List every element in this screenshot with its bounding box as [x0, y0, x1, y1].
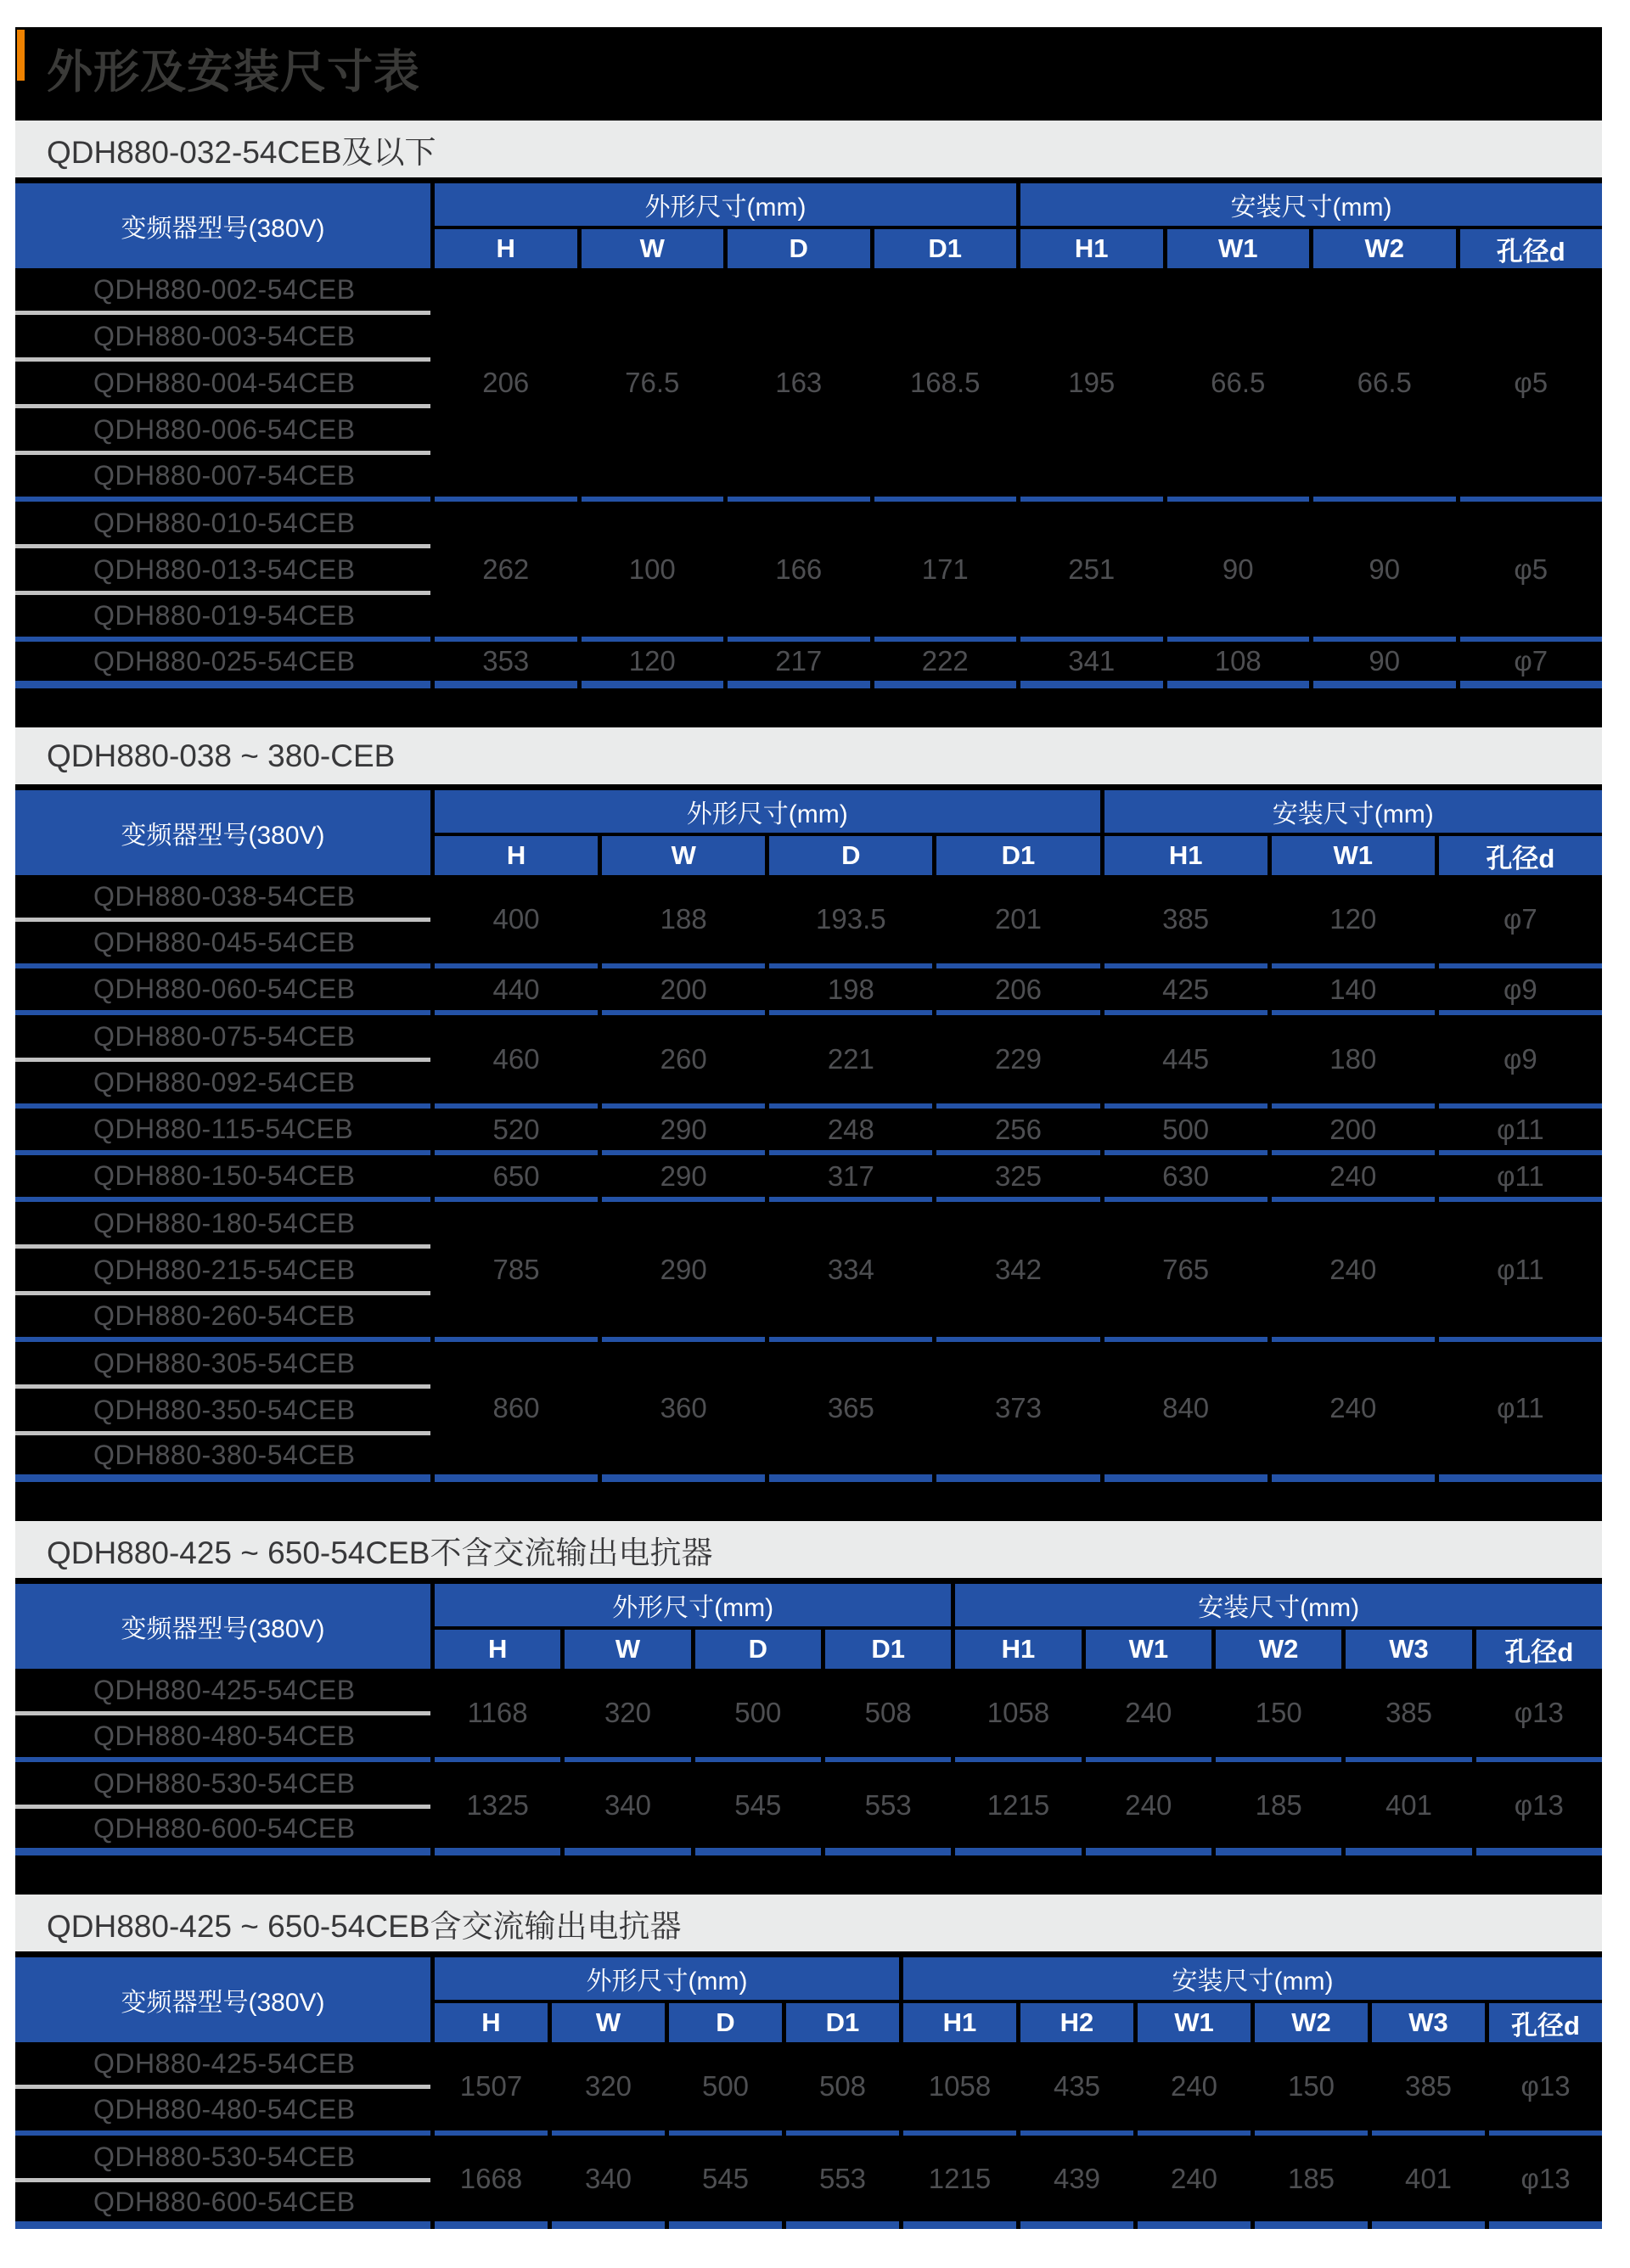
value-cell: 198 — [769, 968, 932, 1015]
model-cell: QDH880-060-54CEB — [15, 968, 430, 1015]
model-cell: QDH880-013-54CEB — [15, 548, 430, 595]
value-cell: 240 — [1086, 1669, 1211, 1762]
model-cell: QDH880-010-54CEB — [15, 502, 430, 548]
value-cell: 163 — [728, 268, 870, 502]
value-cell: φ5 — [1460, 268, 1603, 502]
value-cell: 262 — [435, 502, 577, 642]
value-cell: 341 — [1020, 642, 1163, 688]
value-cell: 1168 — [435, 1669, 560, 1762]
value-cell: 1325 — [435, 1762, 560, 1855]
column-header: W — [582, 229, 724, 268]
model-cell: QDH880-150-54CEB — [15, 1155, 430, 1202]
value-cell: 251 — [1020, 502, 1163, 642]
value-cell: 445 — [1104, 1015, 1267, 1109]
value-cell: 334 — [769, 1202, 932, 1342]
model-cell: QDH880-019-54CEB — [15, 595, 430, 642]
column-header: W2 — [1216, 1630, 1341, 1669]
column-header: W1 — [1138, 2003, 1251, 2042]
value-cell: 1668 — [435, 2136, 548, 2229]
section-title-bar — [15, 1895, 1602, 1951]
value-cell: 188 — [602, 875, 765, 968]
section-title: QDH880-425 ~ 650-54CEB含交流输出电抗器 — [47, 1908, 682, 1944]
value-cell: φ5 — [1460, 502, 1603, 642]
column-header: D1 — [825, 1630, 951, 1669]
value-cell: 340 — [565, 1762, 690, 1855]
value-cell: 785 — [435, 1202, 598, 1342]
table-header — [15, 1584, 1602, 1669]
value-cell: 508 — [825, 1669, 951, 1762]
table-section-1 — [15, 121, 1602, 688]
value-cell: 90 — [1313, 502, 1456, 642]
value-cell: 90 — [1313, 642, 1456, 688]
value-cell: 248 — [769, 1109, 932, 1155]
outline-dimensions-header: 外形尺寸(mm) — [435, 1957, 899, 2000]
model-cell: QDH880-003-54CEB — [15, 315, 430, 362]
mounting-dimensions-header: 安装尺寸(mm) — [1020, 183, 1602, 226]
model-cell: QDH880-425-54CEB — [15, 1669, 430, 1715]
value-cell: 520 — [435, 1109, 598, 1155]
model-cell: QDH880-215-54CEB — [15, 1249, 430, 1295]
value-cell: φ9 — [1439, 1015, 1602, 1109]
value-cell: 90 — [1167, 502, 1310, 642]
value-cell: 256 — [936, 1109, 1099, 1155]
mounting-dimensions-header: 安装尺寸(mm) — [955, 1584, 1602, 1626]
value-cell: 317 — [769, 1155, 932, 1202]
value-cell: 150 — [1216, 1669, 1341, 1762]
value-cell: 100 — [582, 502, 724, 642]
value-cell: 553 — [786, 2136, 899, 2229]
model-cell: QDH880-530-54CEB — [15, 1762, 430, 1809]
column-header: W — [565, 1630, 690, 1669]
value-cell: 545 — [669, 2136, 782, 2229]
value-cell: 290 — [602, 1155, 765, 1202]
value-cell: 1058 — [903, 2042, 1016, 2136]
value-cell: 320 — [565, 1669, 690, 1762]
value-cell: 373 — [936, 1342, 1099, 1482]
column-header: H1 — [1104, 836, 1267, 875]
model-cell: QDH880-260-54CEB — [15, 1295, 430, 1342]
value-cell: 240 — [1272, 1342, 1435, 1482]
model-cell: QDH880-480-54CEB — [15, 2089, 430, 2136]
value-cell: 290 — [602, 1109, 765, 1155]
value-cell: 440 — [435, 968, 598, 1015]
page-title-banner — [15, 27, 1602, 121]
value-cell: 66.5 — [1313, 268, 1456, 502]
column-header: W1 — [1086, 1630, 1211, 1669]
value-cell: 206 — [936, 968, 1099, 1015]
value-cell: 765 — [1104, 1202, 1267, 1342]
section-title-bar — [15, 121, 1602, 177]
value-cell: 200 — [602, 968, 765, 1015]
value-cell: 171 — [874, 502, 1017, 642]
value-cell: 240 — [1138, 2136, 1251, 2229]
column-header: W3 — [1346, 1630, 1471, 1669]
model-group — [15, 875, 1602, 968]
value-cell: 860 — [435, 1342, 598, 1482]
section-title-bar — [15, 1521, 1602, 1578]
column-header: H1 — [955, 1630, 1081, 1669]
model-cell: QDH880-480-54CEB — [15, 1715, 430, 1762]
column-header: 孔径d — [1460, 229, 1603, 268]
table-header — [15, 1957, 1602, 2042]
value-cell: φ13 — [1489, 2136, 1602, 2229]
page-title: 外形及安装尺寸表 — [47, 46, 420, 98]
value-cell: 342 — [936, 1202, 1099, 1342]
value-cell: 120 — [582, 642, 724, 688]
value-cell: 385 — [1372, 2042, 1485, 2136]
value-cell: 1215 — [955, 1762, 1081, 1855]
column-header: H — [435, 229, 577, 268]
value-cell: 1507 — [435, 2042, 548, 2136]
table-header — [15, 790, 1602, 875]
model-cell: QDH880-115-54CEB — [15, 1109, 430, 1155]
value-cell: 193.5 — [769, 875, 932, 968]
column-header: W1 — [1272, 836, 1435, 875]
column-header: W3 — [1372, 2003, 1485, 2042]
value-cell: φ13 — [1489, 2042, 1602, 2136]
value-cell: 206 — [435, 268, 577, 502]
section-title-bar — [15, 727, 1602, 784]
value-cell: 240 — [1272, 1202, 1435, 1342]
value-cell: 185 — [1216, 1762, 1341, 1855]
model-group — [15, 502, 1602, 642]
value-cell: 320 — [552, 2042, 665, 2136]
value-cell: 201 — [936, 875, 1099, 968]
value-cell: 401 — [1346, 1762, 1471, 1855]
model-cell: QDH880-425-54CEB — [15, 2042, 430, 2089]
value-cell: 435 — [1020, 2042, 1133, 2136]
column-header: H1 — [1020, 229, 1163, 268]
document-body — [15, 27, 1602, 2229]
model-cell: QDH880-600-54CEB — [15, 2182, 430, 2229]
value-cell: 545 — [695, 1762, 821, 1855]
model-group — [15, 642, 1602, 688]
column-header: W — [552, 2003, 665, 2042]
value-cell: 76.5 — [582, 268, 724, 502]
model-column-header: 变频器型号(380V) — [15, 790, 430, 875]
value-cell: 508 — [786, 2042, 899, 2136]
value-cell: 360 — [602, 1342, 765, 1482]
column-header: 孔径d — [1476, 1630, 1602, 1669]
model-group — [15, 1155, 1602, 1202]
outline-dimensions-header: 外形尺寸(mm) — [435, 183, 1016, 226]
model-cell: QDH880-092-54CEB — [15, 1062, 430, 1109]
value-cell: 200 — [1272, 1109, 1435, 1155]
model-cell: QDH880-075-54CEB — [15, 1015, 430, 1062]
value-cell: 240 — [1272, 1155, 1435, 1202]
model-group — [15, 2042, 1602, 2136]
table-section-2 — [15, 727, 1602, 1482]
value-cell: 1058 — [955, 1669, 1081, 1762]
value-cell: φ11 — [1439, 1342, 1602, 1482]
value-cell: 185 — [1255, 2136, 1368, 2229]
column-header: W — [602, 836, 765, 875]
value-cell: 222 — [874, 642, 1017, 688]
column-header: D — [728, 229, 870, 268]
value-cell: φ13 — [1476, 1762, 1602, 1855]
value-cell: 460 — [435, 1015, 598, 1109]
value-cell: 400 — [435, 875, 598, 968]
model-cell: QDH880-305-54CEB — [15, 1342, 430, 1389]
column-header: H — [435, 2003, 548, 2042]
column-header: W1 — [1167, 229, 1310, 268]
column-header: D — [695, 1630, 821, 1669]
model-cell: QDH880-006-54CEB — [15, 408, 430, 455]
value-cell: 108 — [1167, 642, 1310, 688]
column-header: 孔径d — [1489, 2003, 1602, 2042]
section-title: QDH880-038 ~ 380-CEB — [47, 738, 396, 773]
value-cell: 840 — [1104, 1342, 1267, 1482]
model-cell: QDH880-045-54CEB — [15, 922, 430, 968]
value-cell: 401 — [1372, 2136, 1485, 2229]
column-header: W2 — [1313, 229, 1456, 268]
model-group — [15, 1762, 1602, 1855]
column-header: D1 — [786, 2003, 899, 2042]
model-column-header: 变频器型号(380V) — [15, 1957, 430, 2042]
column-header: H — [435, 1630, 560, 1669]
value-cell: 385 — [1104, 875, 1267, 968]
model-cell: QDH880-025-54CEB — [15, 642, 430, 688]
value-cell: φ11 — [1439, 1202, 1602, 1342]
model-group — [15, 1202, 1602, 1342]
value-cell: 120 — [1272, 875, 1435, 968]
mounting-dimensions-header: 安装尺寸(mm) — [903, 1957, 1602, 2000]
value-cell: φ11 — [1439, 1109, 1602, 1155]
value-cell: 425 — [1104, 968, 1267, 1015]
value-cell: 240 — [1138, 2042, 1251, 2136]
value-cell: 150 — [1255, 2042, 1368, 2136]
value-cell: 630 — [1104, 1155, 1267, 1202]
model-group — [15, 1109, 1602, 1155]
value-cell: φ9 — [1439, 968, 1602, 1015]
model-cell: QDH880-530-54CEB — [15, 2136, 430, 2182]
value-cell: 221 — [769, 1015, 932, 1109]
value-cell: 365 — [769, 1342, 932, 1482]
value-cell: 180 — [1272, 1015, 1435, 1109]
value-cell: φ13 — [1476, 1669, 1602, 1762]
value-cell: 166 — [728, 502, 870, 642]
model-group — [15, 1669, 1602, 1762]
model-group — [15, 1015, 1602, 1109]
value-cell: 195 — [1020, 268, 1163, 502]
value-cell: 385 — [1346, 1669, 1471, 1762]
model-group — [15, 968, 1602, 1015]
model-column-header: 变频器型号(380V) — [15, 183, 430, 268]
column-header: D — [769, 836, 932, 875]
column-header: D — [669, 2003, 782, 2042]
model-cell: QDH880-004-54CEB — [15, 362, 430, 408]
value-cell: 439 — [1020, 2136, 1133, 2229]
table-section-4 — [15, 1895, 1602, 2229]
value-cell: 66.5 — [1167, 268, 1310, 502]
section-title: QDH880-425 ~ 650-54CEB不含交流输出电抗器 — [47, 1535, 713, 1570]
model-group — [15, 2136, 1602, 2229]
value-cell: 500 — [669, 2042, 782, 2136]
model-column-header: 变频器型号(380V) — [15, 1584, 430, 1669]
value-cell: φ7 — [1460, 642, 1603, 688]
value-cell: 260 — [602, 1015, 765, 1109]
column-header: H2 — [1020, 2003, 1133, 2042]
value-cell: φ11 — [1439, 1155, 1602, 1202]
value-cell: 325 — [936, 1155, 1099, 1202]
model-cell: QDH880-380-54CEB — [15, 1435, 430, 1482]
column-header: D1 — [936, 836, 1099, 875]
column-header: H1 — [903, 2003, 1016, 2042]
table-section-3 — [15, 1521, 1602, 1855]
value-cell: 1215 — [903, 2136, 1016, 2229]
column-header: 孔径d — [1439, 836, 1602, 875]
value-cell: 217 — [728, 642, 870, 688]
model-cell: QDH880-600-54CEB — [15, 1809, 430, 1855]
outline-dimensions-header: 外形尺寸(mm) — [435, 790, 1100, 833]
value-cell: 553 — [825, 1762, 951, 1855]
value-cell: 340 — [552, 2136, 665, 2229]
model-cell: QDH880-350-54CEB — [15, 1389, 430, 1435]
column-header: H — [435, 836, 598, 875]
model-cell: QDH880-002-54CEB — [15, 268, 430, 315]
value-cell: 240 — [1086, 1762, 1211, 1855]
value-cell: 290 — [602, 1202, 765, 1342]
column-header: D1 — [874, 229, 1017, 268]
model-cell: QDH880-180-54CEB — [15, 1202, 430, 1249]
value-cell: 353 — [435, 642, 577, 688]
value-cell: 500 — [1104, 1109, 1267, 1155]
model-cell: QDH880-038-54CEB — [15, 875, 430, 922]
mounting-dimensions-header: 安装尺寸(mm) — [1104, 790, 1602, 833]
value-cell: 650 — [435, 1155, 598, 1202]
model-group — [15, 1342, 1602, 1482]
value-cell: 140 — [1272, 968, 1435, 1015]
model-cell: QDH880-007-54CEB — [15, 455, 430, 502]
value-cell: φ7 — [1439, 875, 1602, 968]
table-header — [15, 183, 1602, 268]
model-group — [15, 268, 1602, 502]
value-cell: 500 — [695, 1669, 821, 1762]
value-cell: 168.5 — [874, 268, 1017, 502]
outline-dimensions-header: 外形尺寸(mm) — [435, 1584, 951, 1626]
column-header: W2 — [1255, 2003, 1368, 2042]
section-title: QDH880-032-54CEB及以下 — [47, 134, 436, 170]
value-cell: 229 — [936, 1015, 1099, 1109]
title-accent-bar — [17, 30, 25, 81]
